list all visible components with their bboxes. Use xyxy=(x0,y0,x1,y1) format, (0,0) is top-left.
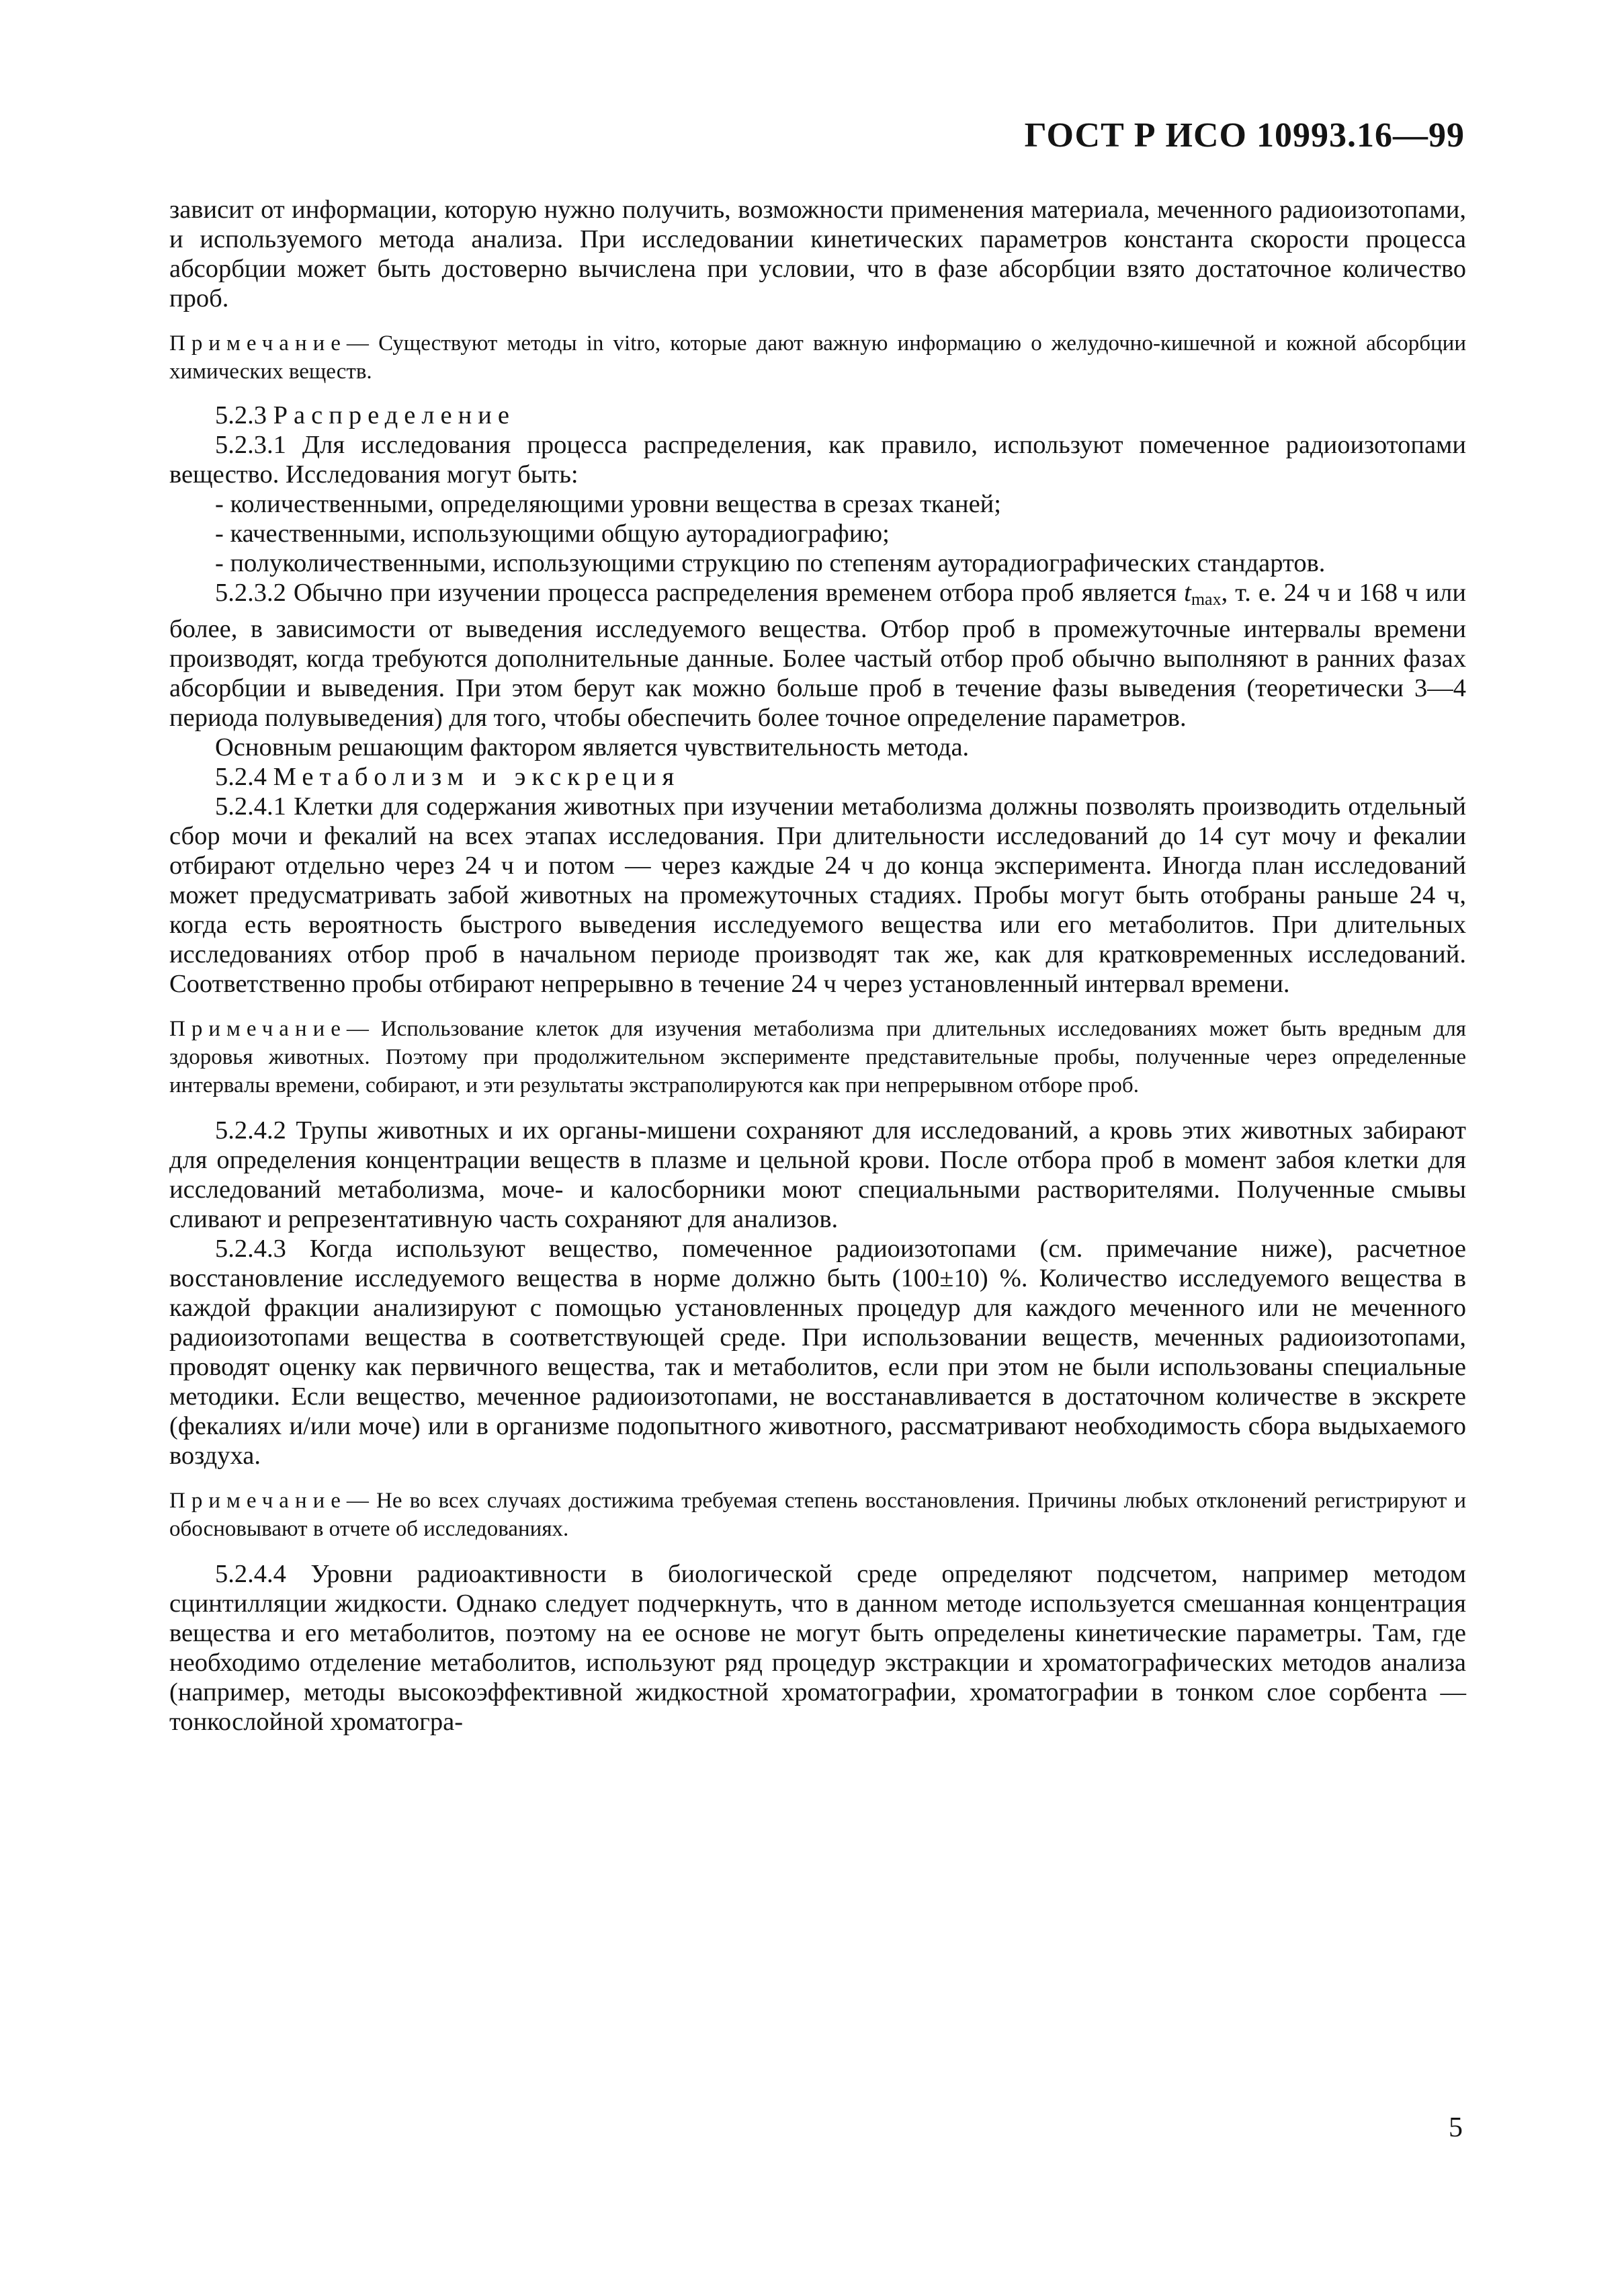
paragraph-text: , т. е. 24 ч и 168 ч или более, в зависимости от выведения исследуемого вещества. Отбор проб в промежуточные интервалы времени производят, когда требуются дополнительные данные. Более частый отбор проб обычно выполняют в ранних фазах абсорбции и выведения. При этом берут как можно больше проб в течение фазы выведения (теоретически 3—4 периода полувыведения) для того, чтобы обеспечить более точное определение параметров. xyxy=(169,579,1466,732)
paragraph-5-2-4-2: 5.2.4.2 Трупы животных и их органы-мишени сохраняют для исследований, а кровь этих животных забирают для определения концентрации веществ в плазме и цельной крови. После отбора проб в момент забоя клетки для исследований метаболизма, моче- и калосборники моют специальными растворителями. Полученные смывы сливают и репрезентативную часть сохраняют для анализов. xyxy=(169,1116,1466,1233)
paragraph-5-2-4-4: 5.2.4.4 Уровни радиоактивности в биологической среде определяют подсчетом, например методом сцинтилляции жидкости. Однако следует подчеркнуть, что в данном методе используется смешанная концентрация вещества и его метаболитов, поэтому на ее основе не могут быть определены кинетические параметры. Там, где необходимо отделение метаболитов, используют ряд процедур экстракции и хроматографических методов анализа (например, методы высокоэффективной жидкостной хроматографии, хроматографии в тонком слое сорбента — тонкослойной хроматогра- xyxy=(169,1560,1466,1736)
list-item: - качественными, использующими общую ауторадиографию; xyxy=(215,520,890,548)
note-text: — Использование клеток для изучения метаболизма при длительных исследованиях может быть вредным для здоровья животных. Поэтому при продолжительном эксперименте представительные пробы, полученные через определенные интервалы времени, собирают, и эти результаты экстраполируются как при непрерывном отборе проб. xyxy=(169,1017,1466,1097)
section-heading-5-2-4 xyxy=(169,762,1466,792)
note-2 xyxy=(169,1015,1466,1100)
section-number: 5.2.4 xyxy=(215,763,267,791)
formula-subscript: max xyxy=(1191,589,1222,609)
note-1 xyxy=(169,329,1466,386)
note-3 xyxy=(169,1487,1466,1543)
list-item: - количественными, определяющими уровни вещества в срезах тканей; xyxy=(215,490,1001,518)
paragraph-continuation: зависит от информации, которую нужно получить, возможности применения материала, меченного радиоизотопами, и используемого метода анализа. При исследовании кинетических параметров константа скорости процесса абсорбции может быть достоверно вычислена при условии, что в фазе абсорбции взято достаточное количество проб. xyxy=(169,196,1466,313)
paragraph-5-2-3-1: 5.2.3.1 Для исследования процесса распределения, как правило, используют помеченное радиоизотопами вещество. Исследования могут быть: xyxy=(169,431,1466,489)
paragraph-5-2-3-2 xyxy=(169,578,1466,733)
section-heading-5-2-3 xyxy=(169,401,1466,430)
note-text: — Не во всех случаях достижима требуемая степень восстановления. Причины любых отклонений регистрируют и обосновывают в отчете об исследованиях. xyxy=(169,1489,1466,1541)
note-label: Примечание xyxy=(169,1017,347,1041)
formula-t: t xyxy=(1184,579,1191,607)
section-number: 5.2.3 xyxy=(215,401,267,429)
note-label: Примечание xyxy=(169,1489,347,1513)
paragraph-text: 5.2.3.2 Обычно при изучении процесса распределения временем отбора проб является xyxy=(215,579,1185,607)
document-body xyxy=(169,195,1466,1737)
list-item: - полуколичественными, использующими струкцию по степеням ауторадиографических стандартов. xyxy=(215,549,1326,577)
paragraph-main-factor: Основным решающим фактором является чувствительность метода. xyxy=(215,733,970,761)
section-title: Распределение xyxy=(273,401,515,429)
section-title: Метаболизм и экскреция xyxy=(273,763,681,791)
paragraph-5-2-4-3: 5.2.4.3 Когда используют вещество, помеченное радиоизотопами (см. примечание ниже), расчетное восстановление исследуемого вещества в норме должно быть (100±10) %. Количество исследуемого вещества в каждой фракции анализируют с помощью установленных процедур для каждого меченного или не меченного радиоизотопами вещества в соответствующей среде. При использовании веществ, меченных радиоизотопами, проводят оценку как первичного вещества, так и метаболитов, если при этом не были использованы специальные методики. Если вещество, меченное радиоизотопами, не восстанавливается в достаточном количестве в экскрете (фекалиях и/или моче) или в организме подопытного животного, рассматривают необходимость сбора выдыхаемого воздуха. xyxy=(169,1235,1466,1470)
document-header: ГОСТ Р ИСО 10993.16—99 xyxy=(1024,116,1465,155)
note-text: — Существуют методы in vitro, которые дают важную информацию о желудочно-кишечной и кожной абсорбции химических веществ. xyxy=(169,331,1466,384)
paragraph-5-2-4-1: 5.2.4.1 Клетки для содержания животных при изучении метаболизма должны позволять производить отдельный сбор мочи и фекалий на всех этапах исследования. При длительности исследований до 14 сут мочу и фекалии отбирают отдельно через 24 ч и потом — через каждые 24 ч до конца эксперимента. Иногда план исследований может предусматривать забой животных на промежуточных стадиях. Пробы могут быть отобраны раньше 24 ч, когда есть вероятность быстрого выведения исследуемого вещества или его метаболитов. При длительных исследованиях отбор проб в начальном периоде производят так же, как для кратковременных исследований. Соответственно пробы отбирают непрерывно в течение 24 ч через установленный интервал времени. xyxy=(169,792,1466,998)
note-label: Примечание xyxy=(169,331,347,356)
page-number: 5 xyxy=(1449,2112,1463,2143)
